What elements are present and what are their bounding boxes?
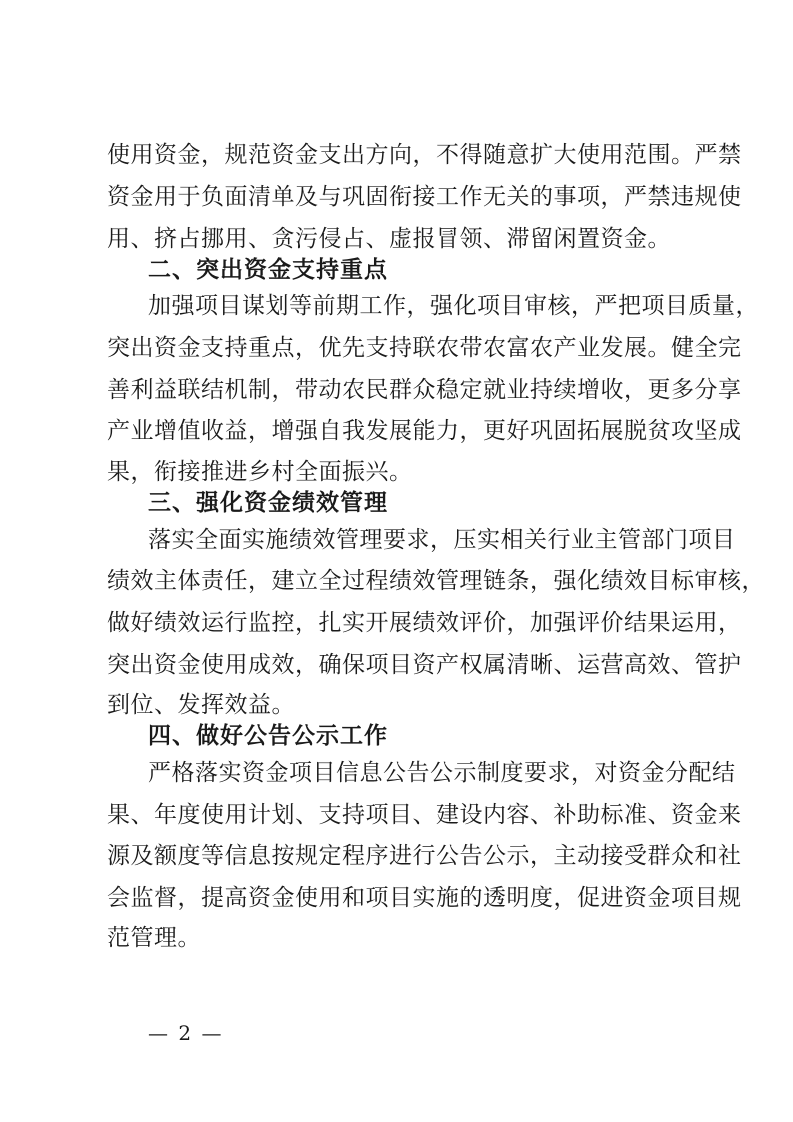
section-heading: 二、突出资金支持重点: [148, 257, 388, 283]
paragraph-line: 善利益联结机制，带动农民群众稳定就业持续增收，更多分享: [107, 377, 742, 403]
paragraph-line: 源及额度等信息按规定程序进行公告公示，主动接受群众和社: [107, 843, 742, 869]
section-heading: 三、强化资金绩效管理: [148, 490, 388, 516]
paragraph-line: 果、年度使用计划、支持项目、建设内容、补助标准、资金来: [107, 802, 742, 828]
paragraph-line: 使用资金，规范资金支出方向，不得随意扩大使用范围。严禁: [107, 142, 742, 168]
paragraph-line: 用、挤占挪用、贪污侵占、虚报冒领、滞留闲置资金。: [107, 226, 671, 252]
paragraph-line: 绩效主体责任，建立全过程绩效管理链条，强化绩效目标审核，: [107, 568, 765, 594]
paragraph-line: 资金用于负面清单及与巩固衔接工作无关的事项，严禁违规使: [107, 184, 742, 210]
paragraph-line: 严格落实资金项目信息公告公示制度要求，对资金分配结: [148, 760, 736, 786]
page-number: — 2 —: [148, 1021, 224, 1045]
paragraph-line: 到位、发挥效益。: [107, 692, 295, 718]
paragraph-line: 果，衔接推进乡村全面振兴。: [107, 459, 413, 485]
section-heading: 四、做好公告公示工作: [148, 723, 388, 749]
paragraph-line: 突出资金使用成效，确保项目资产权属清晰、运营高效、管护: [107, 652, 742, 678]
paragraph-line: 突出资金支持重点，优先支持联农带农富农产业发展。健全完: [107, 335, 742, 361]
paragraph-line: 会监督，提高资金使用和项目实施的透明度，促进资金项目规: [107, 885, 742, 911]
paragraph-line: 范管理。: [107, 925, 201, 951]
paragraph-line: 做好绩效运行监控，扎实开展绩效评价，加强评价结果运用，: [107, 610, 742, 636]
paragraph-line: 产业增值收益，增强自我发展能力，更好巩固拓展脱贫攻坚成: [107, 418, 742, 444]
paragraph-line: 加强项目谋划等前期工作，强化项目审核，严把项目质量，: [148, 293, 759, 319]
paragraph-line: 落实全面实施绩效管理要求，压实相关行业主管部门项目: [148, 527, 736, 553]
